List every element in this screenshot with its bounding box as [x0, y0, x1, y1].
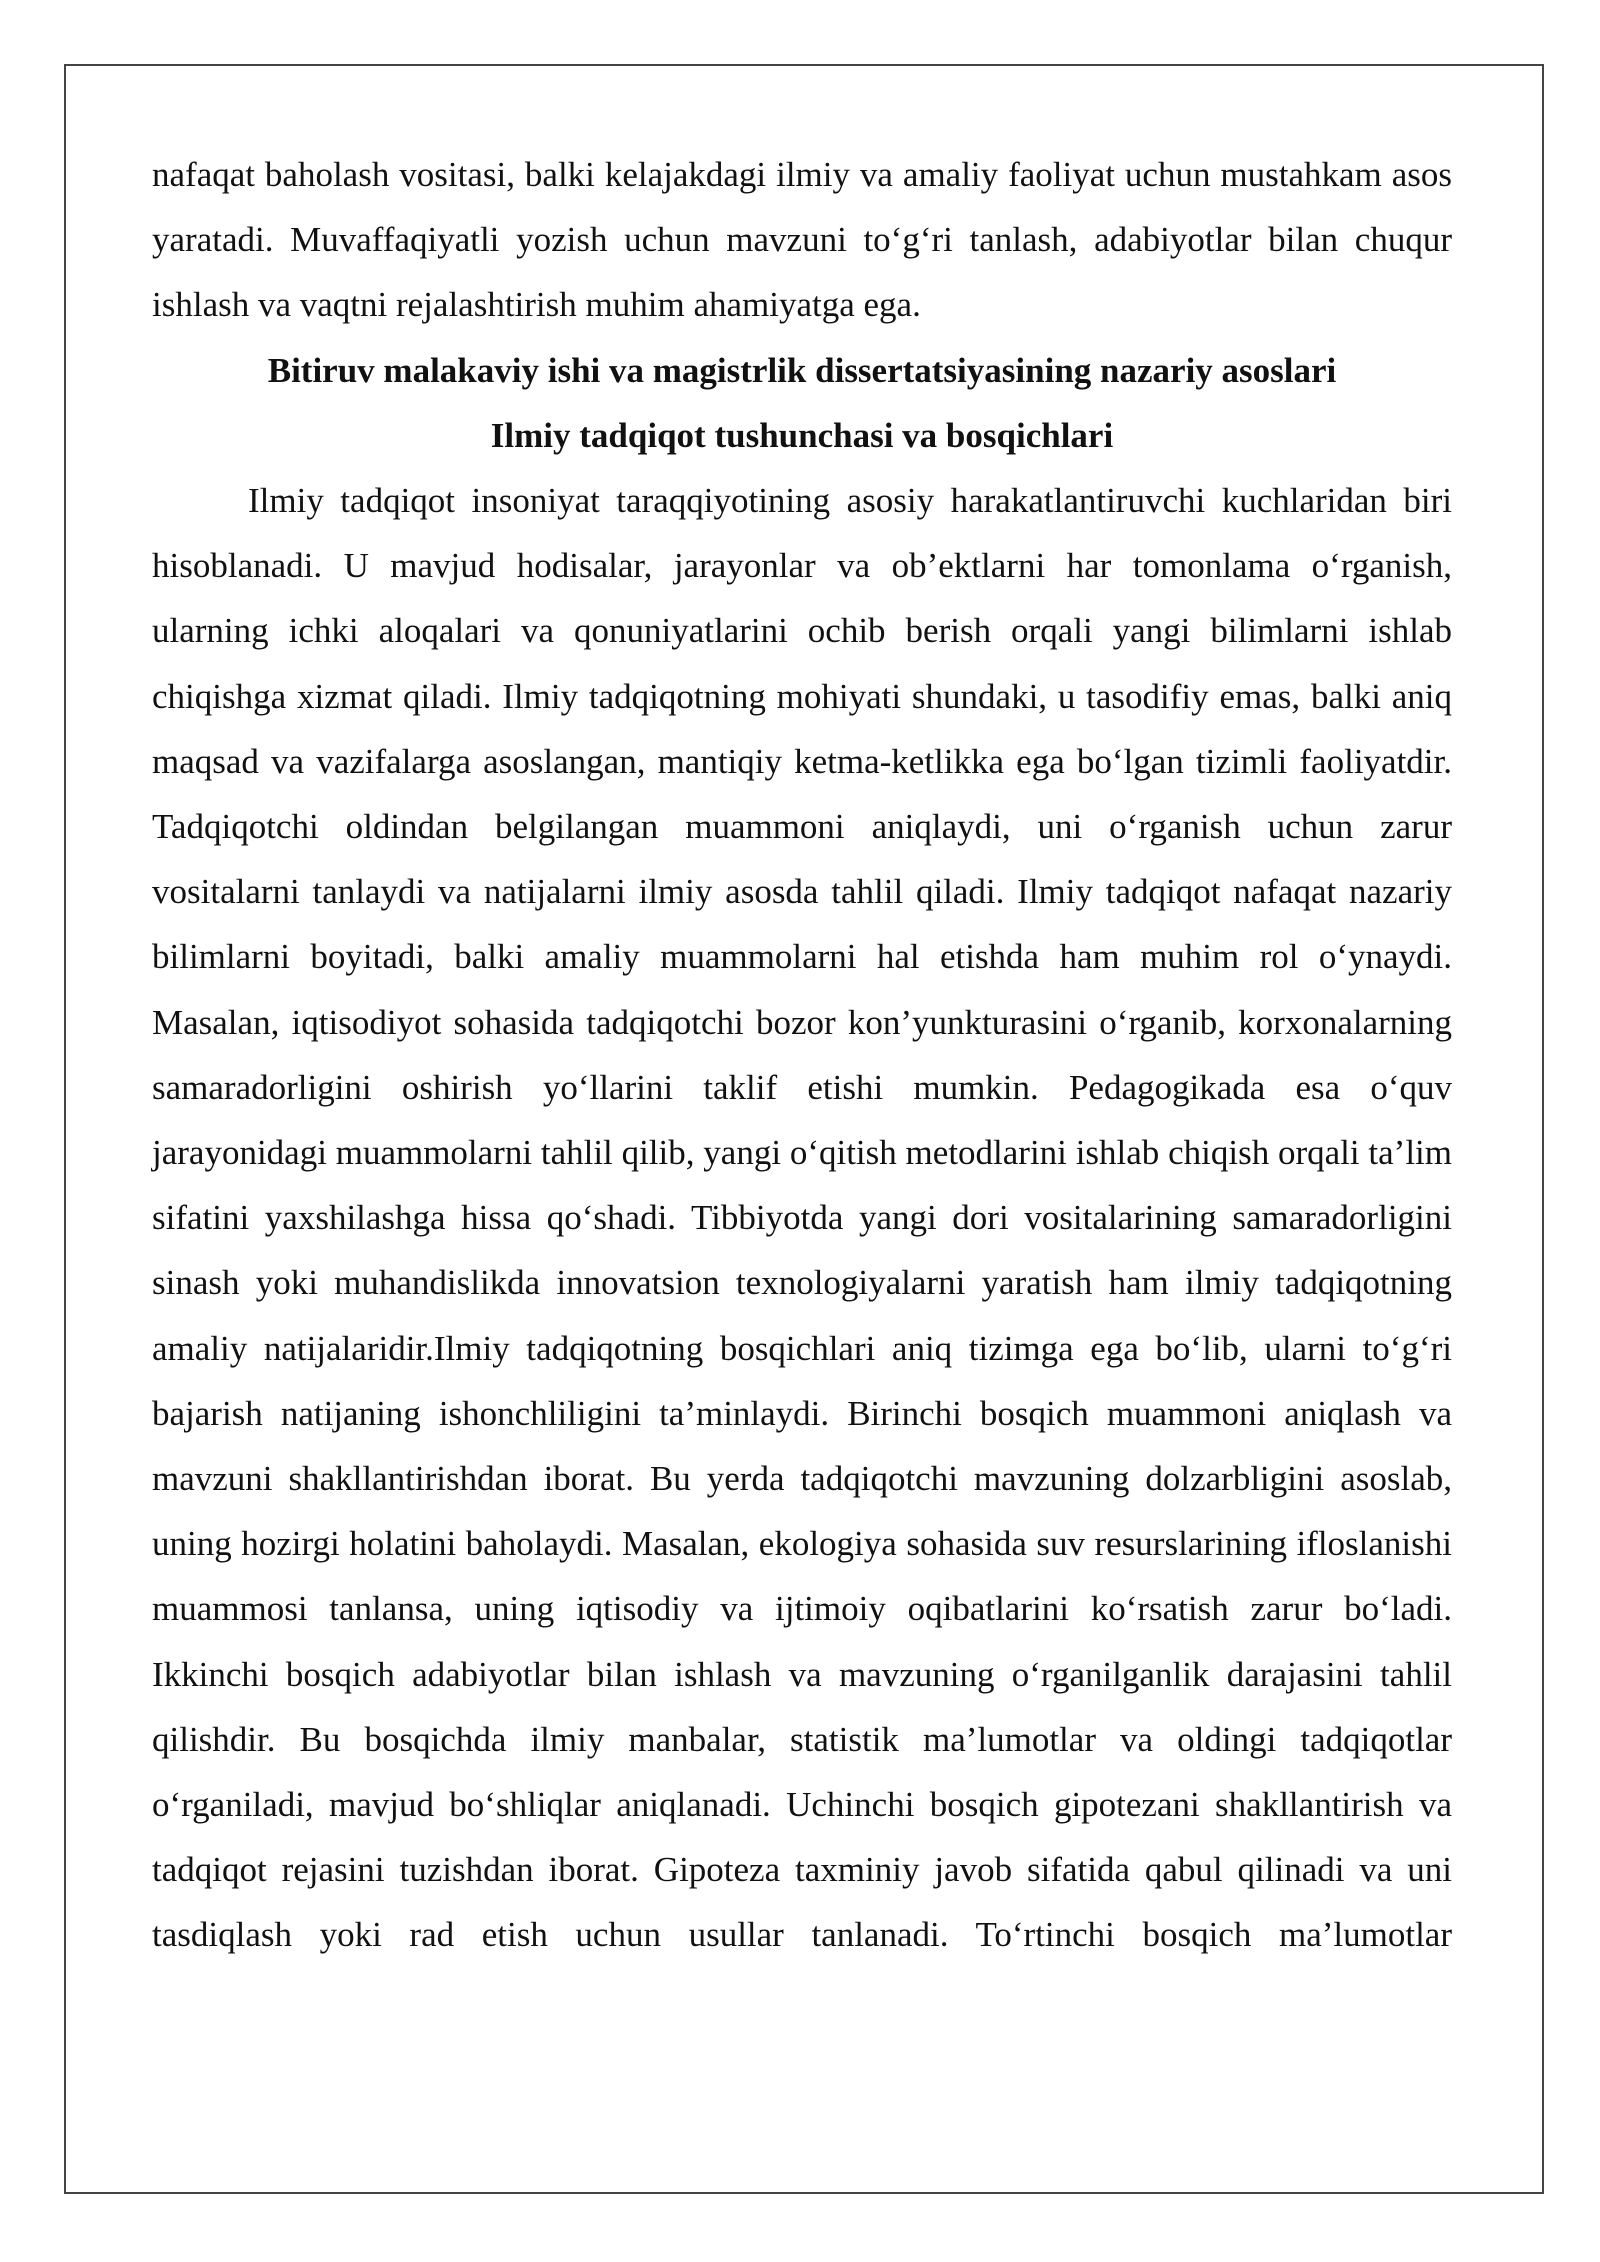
body-paragraph: Ilmiy tadqiqot insoniyat taraqqiyotining asosiy harakatlantiruvchi kuchlaridan biri hisoblanadi. U mavjud hodisalar, jarayonlar va ob’ektlarni har tomonlama o‘rganish, ularning ichki aloqalari va qonuniyatlarini ochib berish orqali yangi bilimlarni ishlab chiqishga xizmat qiladi. Ilmiy tadqiqotning mohiyati shundaki, u tasodifiy emas, balki aniq maqsad va vazifalarga asoslangan, mantiqiy ketma-ketlikka ega bo‘lgan tizimli faoliyatdir. Tadqiqotchi oldindan belgilangan muammoni aniqlaydi, uni o‘rganish uchun zarur vositalarni tanlaydi va natijalarni ilmiy asosda tahlil qiladi. Ilmiy tadqiqot nafaqat nazariy bilimlarni boyitadi, balki amaliy muammolarni hal etishda ham muhim rol o‘ynaydi. Masalan, iqtisodiyot sohasida tadqiqotchi bozor kon’yunkturasini o‘rganib, korxonalarning samaradorligini oshirish yo‘llarini taklif etishi mumkin. Pedagogikada esa o‘quv jarayonidagi muammolarni tahlil qilib, yangi o‘qitish metodlarini ishlab chiqish orqali ta’lim sifatini yaxshilashga hissa qo‘shadi. Tibbiyotda yangi dori vositalarining samaradorligini sinash yoki muhandislikda innovatsion texnologiyalarni yaratish ham ilmiy tadqiqotning amaliy natijalaridir.Ilmiy tadqiqotning bosqichlari aniq tizimga ega bo‘lib, ularni to‘g‘ri bajarish natijaning ishonchliligini ta’minlaydi. Birinchi bosqich muammoni aniqlash va mavzuni shakllantirishdan iborat. Bu yerda tadqiqotchi mavzuning dolzarbligini asoslab, uning hozirgi holatini baholaydi. Masalan, ekologiya sohasida suv resurslarining ifloslanishi muammosi tanlansa, uning iqtisodiy va ijtimoiy oqibatlarini ko‘rsatish zarur bo‘ladi. Ikkinchi bosqich adabiyotlar bilan ishlash va mavzuning o‘rganilganlik darajasini tahlil qilishdir. Bu bosqichda ilmiy manbalar, statistik ma’lumotlar va oldingi tadqiqotlar o‘rganiladi, mavjud bo‘shliqlar aniqlanadi. Uchinchi bosqich gipotezani shakllantirish va tadqiqot rejasini tuzishdan iborat. Gipoteza taxminiy javob sifatida qabul qilinadi va uni tasdiqlash yoki rad etish uchun usullar tanlanadi. To‘rtinchi bosqich ma’lumotlar	[152, 481, 1452, 1955]
subsection-heading: Ilmiy tadqiqot tushunchasi va bosqichlari	[490, 415, 1114, 455]
document-body	[152, 142, 1452, 1968]
opening-paragraph: nafaqat baholash vositasi, balki kelajakdagi ilmiy va amaliy faoliyat uchun mustahkam asos yaratadi. Muvaffaqiyatli yozish uchun mavzuni to‘g‘ri tanlash, adabiyotlar bilan chuqur ishlash va vaqtni rejalashtirish muhim ahamiyatga ega.	[152, 155, 1452, 325]
section-heading: Bitiruv malakaviy ishi va magistrlik dissertatsiyasining nazariy asoslari	[267, 350, 1337, 390]
